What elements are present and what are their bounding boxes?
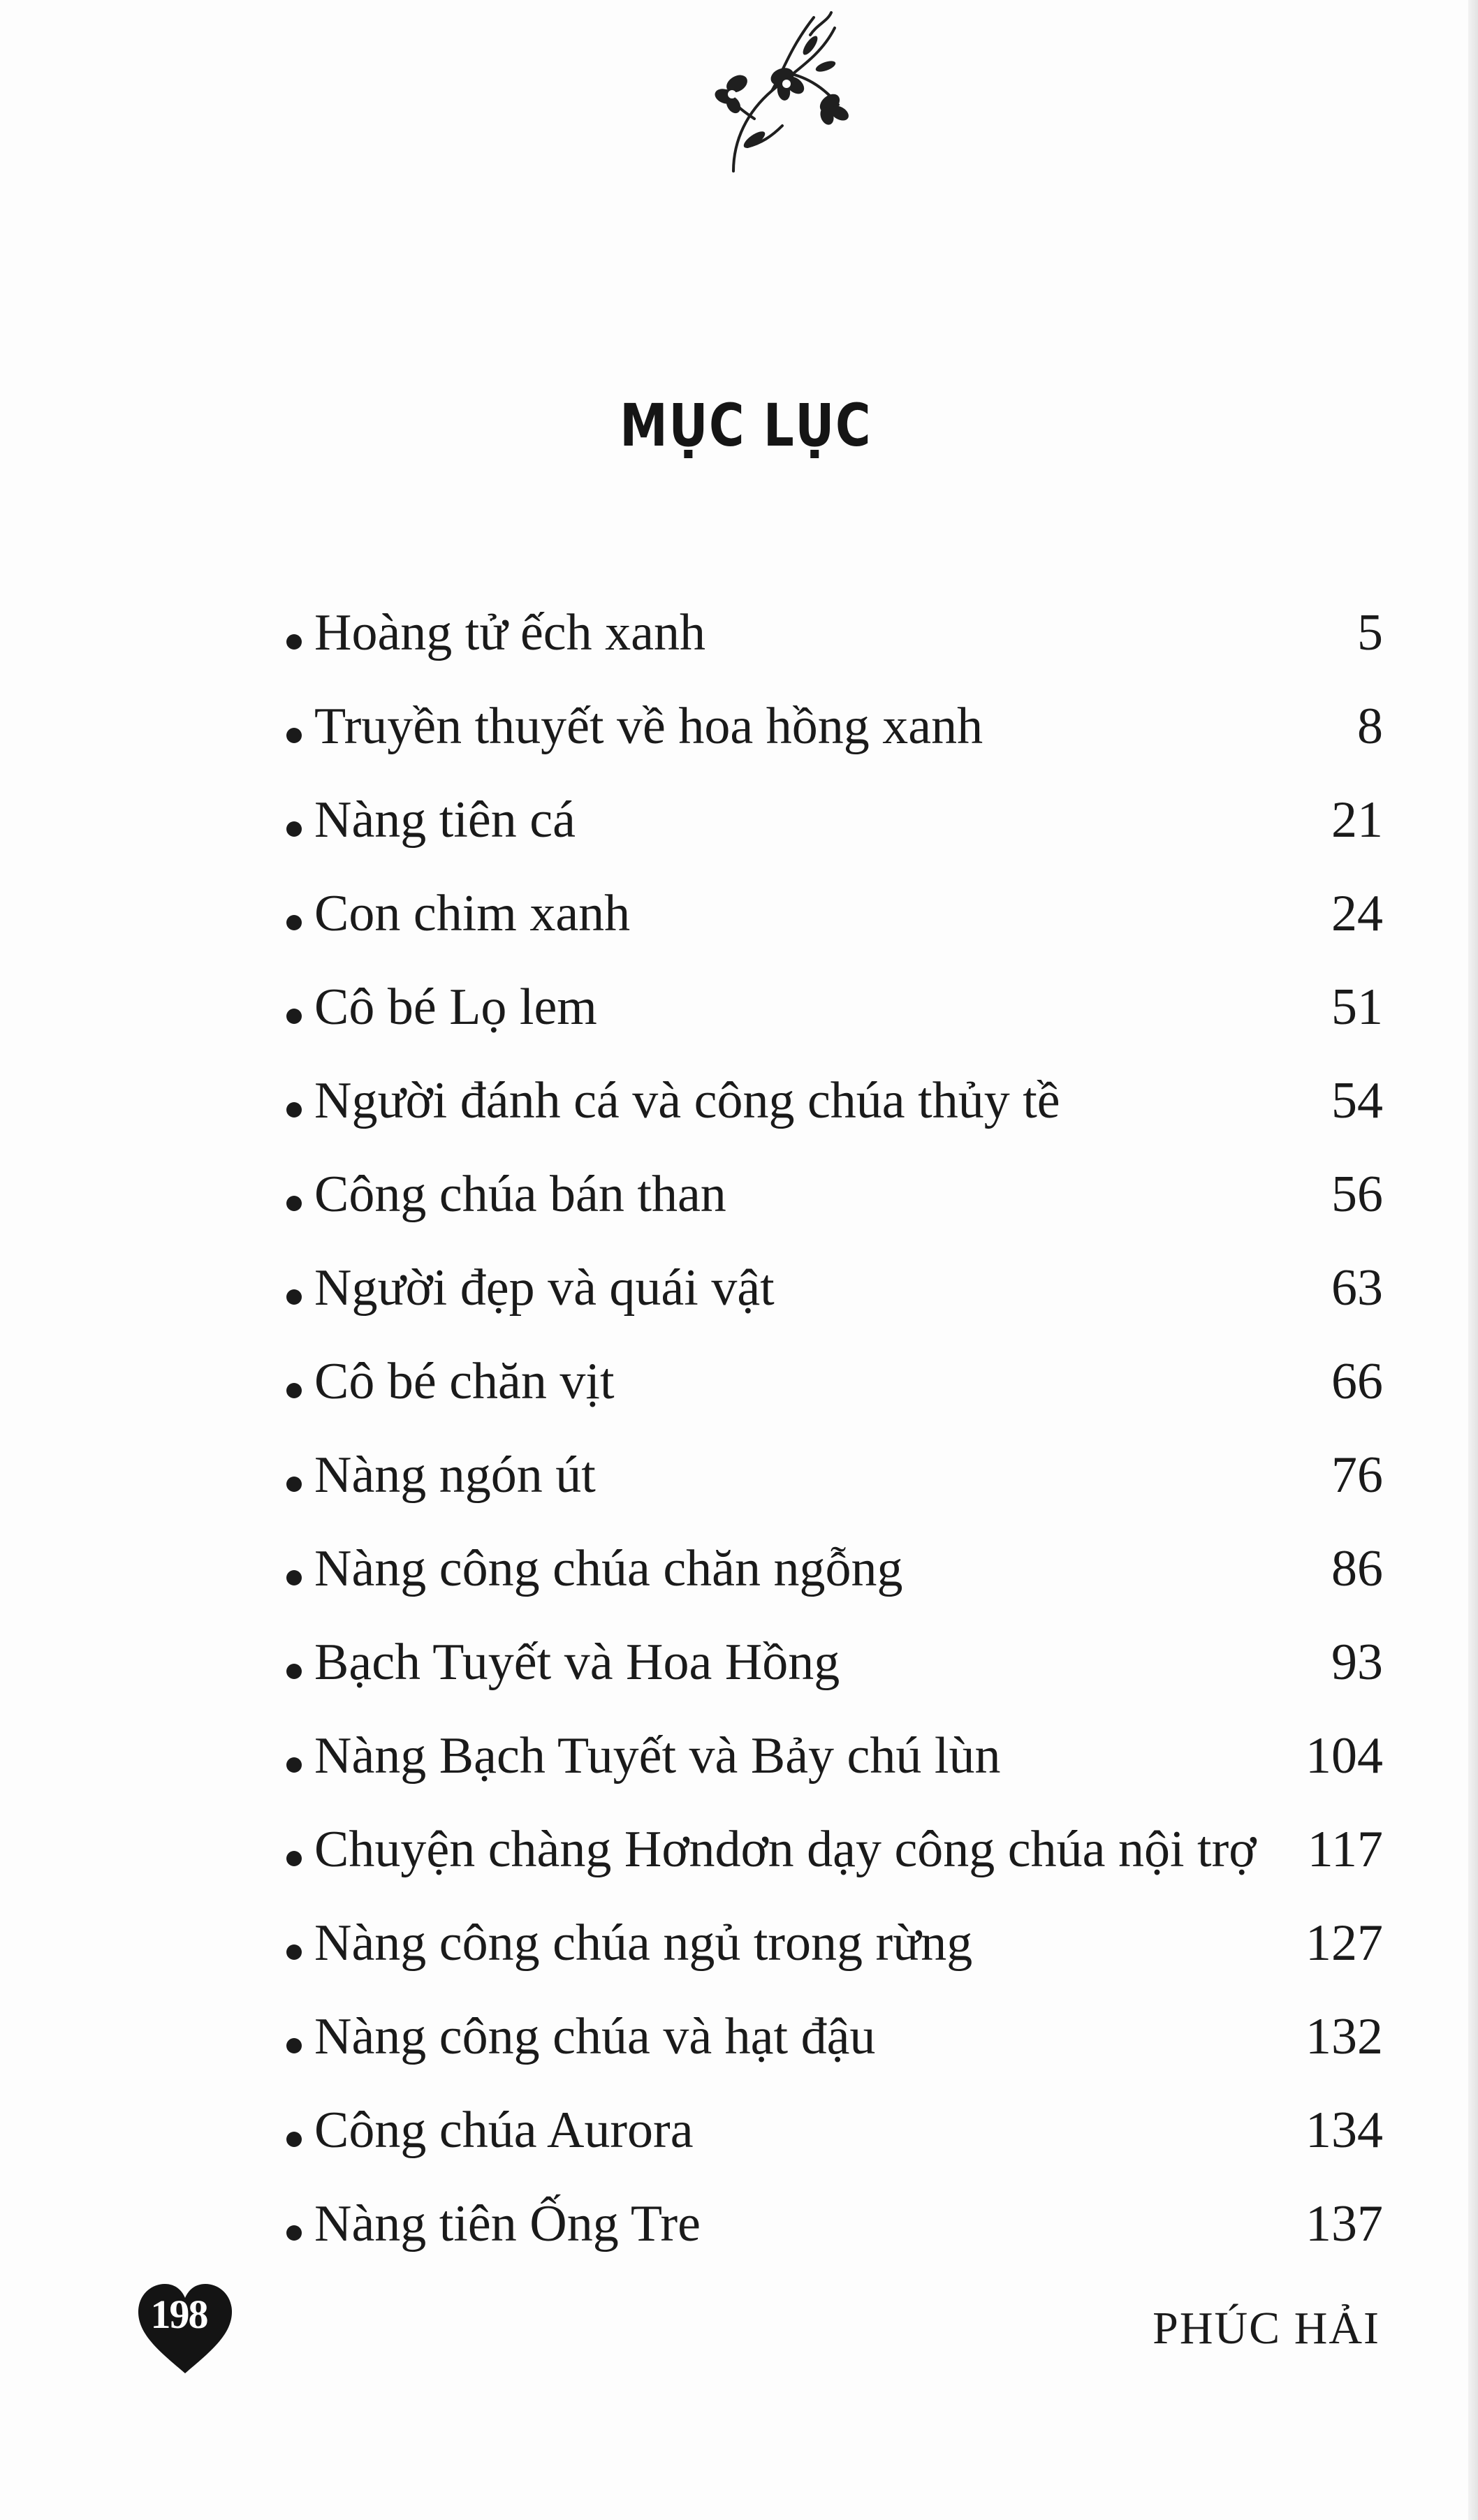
bullet-icon: [286, 728, 302, 743]
bullet-icon: [286, 634, 302, 650]
toc-entry-title: Nàng công chúa ngủ trong rừng: [314, 1914, 973, 1972]
toc-entry-title: Nàng ngón út: [314, 1446, 596, 1504]
toc-entry[interactable]: [286, 694, 1383, 788]
toc-entry[interactable]: [286, 1911, 1383, 2005]
toc-entry[interactable]: [286, 1349, 1383, 1443]
toc-entry[interactable]: [286, 1162, 1383, 1256]
toc-entry-page: 63: [1331, 1259, 1383, 1317]
toc-entry[interactable]: [286, 1630, 1383, 1724]
toc-entry-title: Người đánh cá và công chúa thủy tề: [314, 1072, 1060, 1129]
toc-entry-page: 76: [1331, 1446, 1383, 1504]
page-number: 198: [150, 2292, 207, 2337]
toc-entry-title: Nàng tiên Ống Tre: [314, 2195, 701, 2252]
toc-entry-page: 54: [1331, 1072, 1383, 1129]
toc-entry-title: Cô bé Lọ lem: [314, 979, 597, 1036]
toc-entry-title: Chuyện chàng Hơndơn dạy công chúa nội trợ: [314, 1821, 1257, 1878]
toc-entry[interactable]: [286, 975, 1383, 1069]
toc-entry[interactable]: [286, 601, 1383, 694]
toc-entry[interactable]: [286, 2192, 1383, 2285]
toc-entry-page: 51: [1331, 979, 1383, 1036]
toc-entry-page: 132: [1305, 2008, 1383, 2065]
toc-entry-page: 137: [1305, 2195, 1383, 2252]
toc-entry-title: Nàng công chúa chăn ngỗng: [314, 1540, 903, 1597]
toc-entry-title: Công chúa bán than: [314, 1166, 726, 1223]
toc-entry-title: Nàng công chúa và hạt đậu: [314, 2008, 876, 2065]
bullet-icon: [286, 1477, 302, 1492]
toc-entry-page: 5: [1357, 604, 1383, 661]
toc-entry-page: 56: [1331, 1166, 1383, 1223]
toc-entry-page: 104: [1305, 1727, 1383, 1785]
page-title: MỤC LỤC: [620, 391, 872, 460]
toc-entry-page: 93: [1331, 1634, 1383, 1691]
toc-entry-title: Con chim xanh: [314, 885, 631, 942]
bullet-icon: [286, 1664, 302, 1679]
toc-entry[interactable]: [286, 1724, 1383, 1817]
toc-entry[interactable]: [286, 1817, 1383, 1911]
bullet-icon: [286, 1757, 302, 1773]
bullet-icon: [286, 1102, 302, 1118]
table-of-contents: [286, 601, 1383, 2285]
bullet-icon: [286, 1570, 302, 1585]
toc-entry-title: Cô bé chăn vịt: [314, 1353, 615, 1410]
author-name: PHÚC HẢI: [1153, 2303, 1380, 2354]
toc-entry-title: Nàng Bạch Tuyết và Bảy chú lùn: [314, 1727, 1001, 1785]
page-edge-shadow: [1468, 0, 1478, 2520]
flower-vine-icon: [705, 7, 852, 175]
toc-entry-title: Hoàng tử ếch xanh: [314, 604, 705, 661]
toc-entry-title: Công chúa Aurora: [314, 2102, 694, 2159]
toc-entry-title: Bạch Tuyết và Hoa Hồng: [314, 1634, 840, 1691]
toc-entry[interactable]: [286, 881, 1383, 975]
bullet-icon: [286, 1851, 302, 1866]
toc-entry-page: 117: [1307, 1821, 1383, 1878]
toc-entry-page: 134: [1305, 2102, 1383, 2159]
bullet-icon: [286, 1196, 302, 1211]
toc-entry-title: Nàng tiên cá: [314, 791, 576, 849]
toc-entry[interactable]: [286, 2098, 1383, 2192]
toc-entry-page: 21: [1331, 791, 1383, 849]
toc-entry[interactable]: [286, 1069, 1383, 1162]
toc-entry[interactable]: [286, 1256, 1383, 1349]
toc-entry[interactable]: [286, 1443, 1383, 1537]
toc-entry-page: 8: [1357, 698, 1383, 755]
toc-entry-title: Truyền thuyết về hoa hồng xanh: [314, 698, 983, 755]
bullet-icon: [286, 2225, 302, 2241]
bullet-icon: [286, 1383, 302, 1398]
bullet-icon: [286, 2132, 302, 2147]
toc-entry[interactable]: [286, 788, 1383, 881]
toc-entry-page: 86: [1331, 1540, 1383, 1597]
bullet-icon: [286, 1289, 302, 1305]
bullet-icon: [286, 2038, 302, 2053]
toc-entry[interactable]: [286, 2005, 1383, 2098]
toc-entry[interactable]: [286, 1537, 1383, 1630]
toc-entry-page: 127: [1305, 1914, 1383, 1972]
toc-entry-page: 24: [1331, 885, 1383, 942]
bullet-icon: [286, 915, 302, 930]
toc-entry-page: 66: [1331, 1353, 1383, 1410]
toc-entry-title: Người đẹp và quái vật: [314, 1259, 775, 1317]
bullet-icon: [286, 1944, 302, 1960]
bullet-icon: [286, 821, 302, 837]
bullet-icon: [286, 1009, 302, 1024]
